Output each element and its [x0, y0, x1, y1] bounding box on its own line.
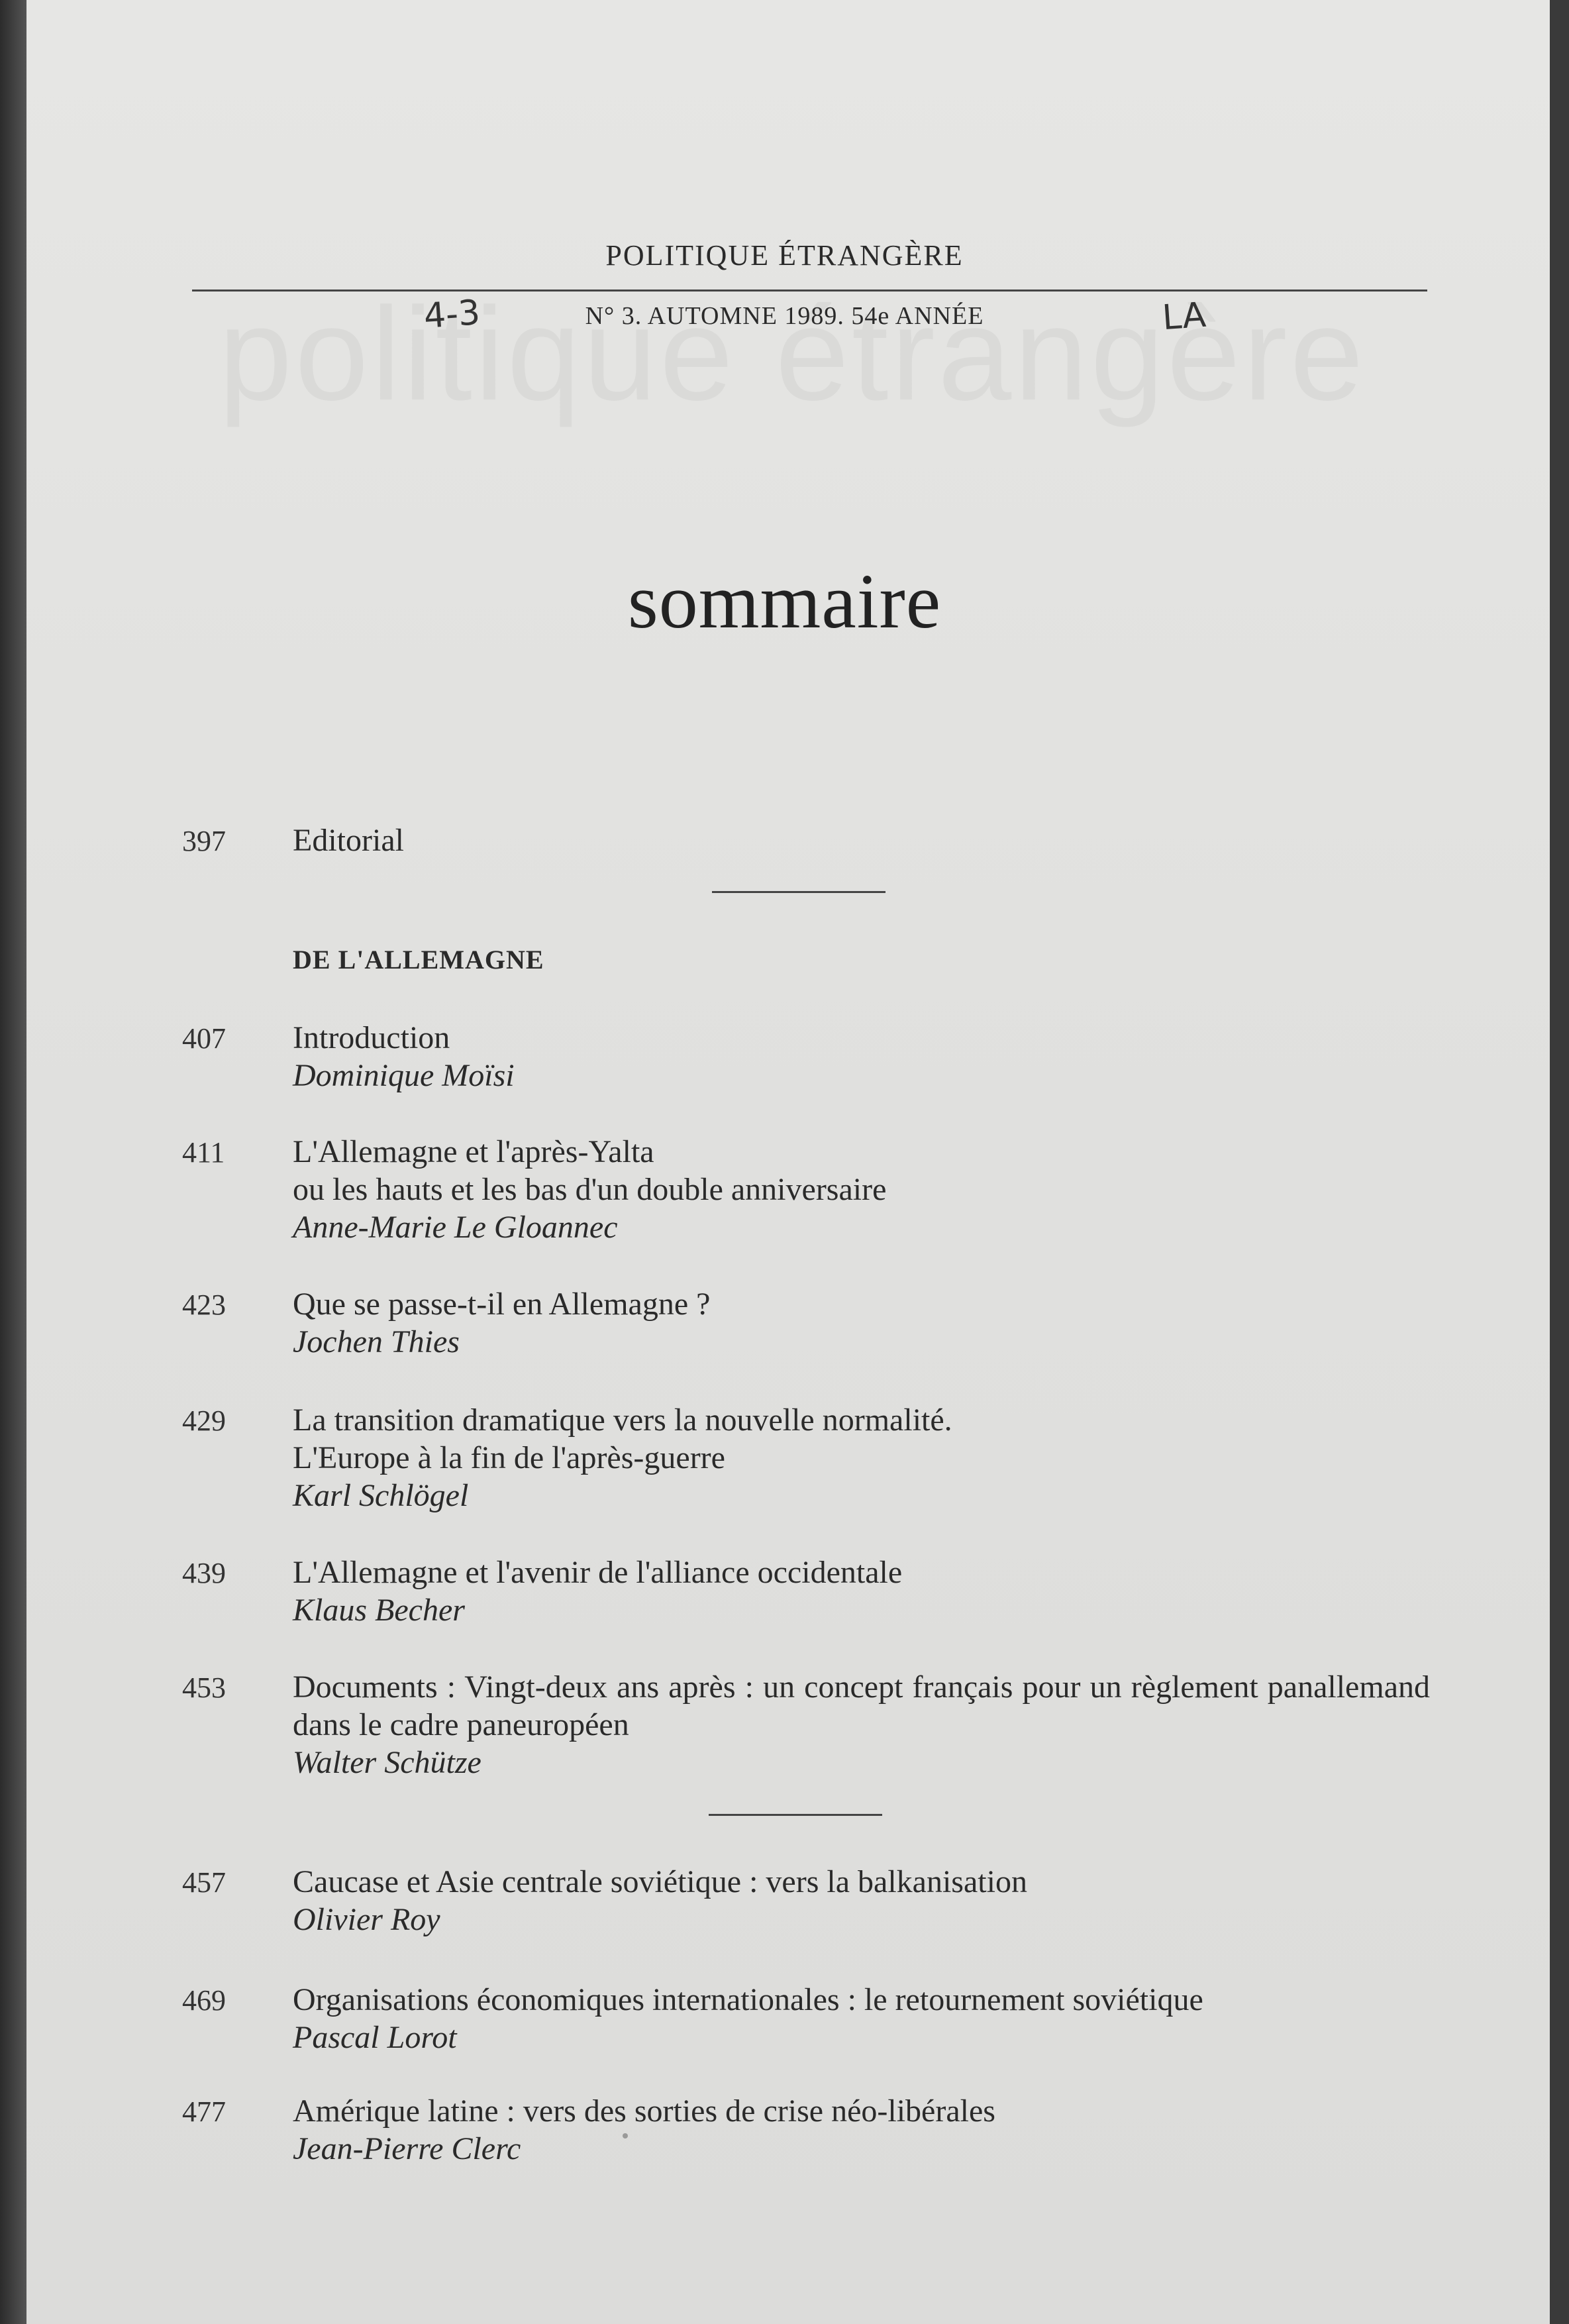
page-number: 457	[182, 1866, 226, 1899]
page-number: 429	[182, 1404, 226, 1437]
entry-text	[293, 1554, 1430, 1629]
entry-text	[293, 1133, 1430, 1246]
entry-author: Olivier Roy	[293, 1902, 440, 1937]
page-number: 423	[182, 1289, 226, 1321]
entry-text	[293, 1285, 1430, 1361]
entry-title-line-2: L'Europe à la fin de l'après-guerre	[293, 1440, 725, 1475]
section-separator	[712, 891, 886, 893]
entry-author: Anne-Marie Le Gloannec	[293, 1210, 618, 1245]
handwritten-annotation-left: 4-3	[423, 293, 481, 337]
section-separator	[709, 1814, 882, 1816]
entry-text	[293, 1668, 1430, 1781]
entry-title: La transition dramatique vers la nouvelle normalité.	[293, 1402, 952, 1438]
entry-author: Karl Schlögel	[293, 1478, 469, 1513]
entry-text	[293, 821, 1430, 859]
page-title: sommaire	[627, 558, 942, 645]
entry-author: Walter Schütze	[293, 1745, 481, 1780]
entry-title: Organisations économiques internationales : le retournement soviétique	[293, 1982, 1203, 2017]
page-number: 407	[182, 1022, 226, 1055]
entry-title: Documents : Vingt-deux ans après : un concept français pour un règlement panallemand dans le cadre paneuropéen	[293, 1669, 1430, 1742]
page-number: 453	[182, 1671, 226, 1704]
entry-title: Editorial	[293, 823, 404, 858]
page-number: 469	[182, 1984, 226, 2017]
page-number: 397	[182, 825, 226, 857]
entry-title: Que se passe-t-il en Allemagne ?	[293, 1287, 711, 1322]
header-rule	[192, 290, 1427, 291]
entry-text	[293, 1019, 1430, 1094]
entry-title: Amérique latine : vers des sorties de crise néo-libérales	[293, 2093, 995, 2129]
page-number: 477	[182, 2095, 226, 2128]
entry-title: L'Allemagne et l'après-Yalta	[293, 1134, 654, 1169]
entry-title: Introduction	[293, 1020, 450, 1055]
section-heading: DE L'ALLEMAGNE	[293, 945, 544, 975]
entry-title: L'Allemagne et l'avenir de l'alliance occidentale	[293, 1555, 903, 1590]
journal-name: POLITIQUE ÉTRANGÈRE	[605, 239, 964, 272]
page-number: 411	[182, 1136, 225, 1169]
entry-text	[293, 1981, 1430, 2056]
handwritten-annotation-right: LA	[1160, 295, 1207, 339]
entry-author: Jean-Pierre Clerc	[293, 2131, 521, 2166]
scan-edge	[0, 0, 26, 2324]
entry-author: Jochen Thies	[293, 1324, 460, 1359]
entry-author: Pascal Lorot	[293, 2020, 457, 2055]
entry-author: Dominique Moïsi	[293, 1058, 515, 1093]
entry-title: Caucase et Asie centrale soviétique : vers la balkanisation	[293, 1864, 1027, 1899]
entry-title-line-2: ou les hauts et les bas d'un double anniversaire	[293, 1172, 887, 1207]
issue-line: N° 3. AUTOMNE 1989. 54e ANNÉE	[585, 302, 984, 330]
entry-text	[293, 2092, 1430, 2168]
ink-speck	[623, 2133, 628, 2139]
entry-author: Klaus Becher	[293, 1593, 465, 1628]
entry-text	[293, 1863, 1430, 1938]
entry-text	[293, 1401, 1430, 1514]
page-number: 439	[182, 1557, 226, 1589]
